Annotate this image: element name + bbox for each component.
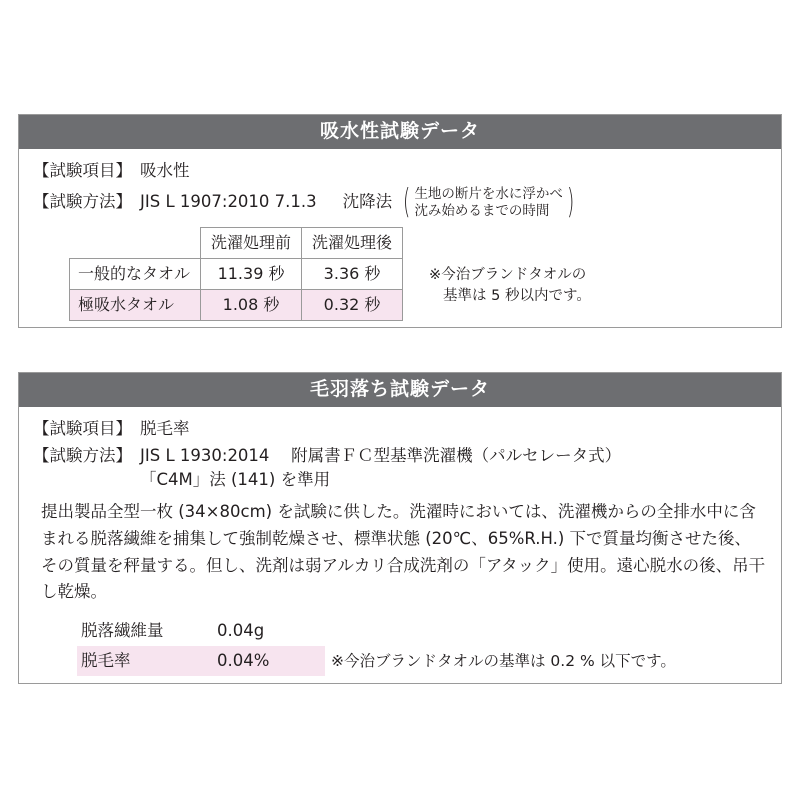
row-before-normal-towel: 11.39 秒	[201, 259, 302, 290]
row-name-super-absorbent-towel: 極吸水タオル	[70, 290, 201, 321]
lint-method-text	[140, 444, 621, 494]
table-row	[70, 259, 403, 290]
absorbency-method-row	[33, 181, 767, 222]
table-header-before: 洗濯処理前	[201, 228, 302, 259]
row-after-normal-towel: 3.36 秒	[302, 259, 403, 290]
table-header-row	[70, 228, 403, 259]
absorbency-standard-note-line2: 基準は 5 秒以内です。	[443, 288, 591, 305]
absorbency-item-row	[33, 159, 767, 184]
lint-results	[77, 616, 767, 676]
lint-item-label: 【試験項目】	[33, 418, 132, 438]
lint-method-paragraph: 提出製品全型一枚 (34×80cm) を試験に供した。洗濯時においては、洗濯機からの全排水中に含まれる脱落繊維を捕集して強制乾燥させ、標準状態 (20℃、65%R.H.) 下で質量均衡させた後、その質量を秤量する。但し、洗剤は弱アルカリ合成洗剤の「アタック」使用。遠心脱水の後、吊干し乾燥。	[41, 502, 766, 602]
absorbency-method-note	[400, 181, 577, 222]
lint-method-row	[33, 444, 767, 494]
table-corner-cell	[70, 228, 201, 259]
absorbency-data-area	[33, 227, 767, 321]
lint-method-line2: 「C4M」法 (141) を準用	[140, 470, 331, 490]
table-row	[70, 290, 403, 321]
absorbency-standard-note-line1: ※今治ブランドタオルの	[429, 267, 587, 284]
row-after-super-absorbent-towel: 0.32 秒	[302, 290, 403, 321]
result-note-hair-loss-rate: ※今治ブランドタオルの基準は 0.2 % 以下です。	[331, 651, 676, 670]
absorbency-standard-note	[429, 265, 591, 307]
list-item	[77, 646, 767, 676]
lint-item-value: 脱毛率	[140, 418, 190, 438]
absorbency-note-line2: 沈み始めるまでの時間	[414, 202, 550, 219]
row-name-normal-towel: 一般的なタオル	[70, 259, 201, 290]
absorbency-note-line1: 生地の断片を水に浮かべ	[414, 185, 563, 202]
result-name-fiber-weight: 脱落繊維量	[81, 621, 164, 641]
lint-panel-title: 毛羽落ち試験データ	[19, 373, 781, 407]
absorbency-method-label: 【試験方法】	[33, 192, 132, 212]
row-before-super-absorbent-towel: 1.08 秒	[201, 290, 302, 321]
paren-close: )	[566, 181, 575, 222]
result-value-hair-loss-rate: 0.04%	[213, 646, 325, 676]
result-value-fiber-weight: 0.04g	[217, 621, 265, 641]
absorbency-note-text	[413, 186, 564, 220]
absorbency-panel-body	[19, 149, 781, 330]
absorbency-panel-title: 吸水性試験データ	[19, 115, 781, 149]
lint-item-row	[33, 417, 767, 442]
lint-method-line1: JIS L 1930:2014 附属書ＦＣ型基準洗濯機（パルセレータ式）	[140, 445, 622, 465]
table-header-after: 洗濯処理後	[302, 228, 403, 259]
absorbency-test-panel	[18, 114, 782, 328]
lint-method-label: 【試験方法】	[33, 445, 132, 465]
lint-panel-body	[19, 407, 781, 684]
absorbency-method-extra: 沈降法	[342, 192, 393, 212]
absorbency-method-value: JIS L 1907:2010 7.1.3	[140, 192, 317, 212]
absorbency-item-label: 【試験項目】	[33, 160, 132, 180]
list-item	[77, 616, 767, 646]
lint-test-panel	[18, 372, 782, 684]
absorbency-table	[69, 227, 403, 321]
absorbency-item-value: 吸水性	[140, 160, 190, 180]
result-name-hair-loss-rate: 脱毛率	[77, 646, 213, 676]
paren-open: (	[403, 181, 411, 222]
